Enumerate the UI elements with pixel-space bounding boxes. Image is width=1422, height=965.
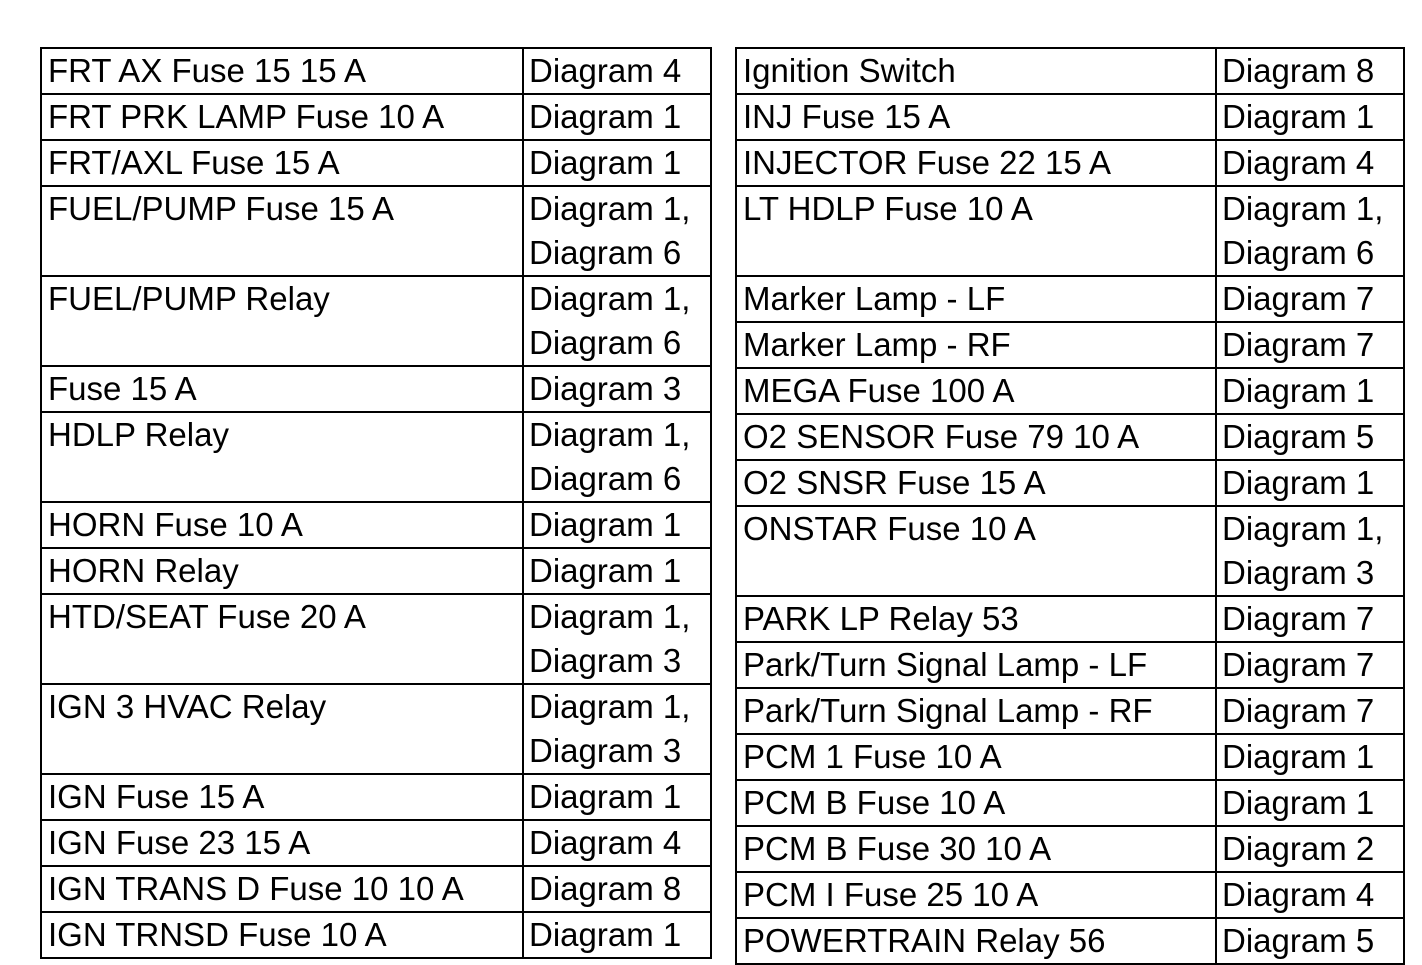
diagram-reference-cell — [1216, 780, 1404, 826]
table-row — [736, 322, 1404, 368]
table-row — [41, 366, 711, 412]
diagram-reference: Diagram 1, — [1222, 510, 1384, 547]
table-row — [736, 780, 1404, 826]
diagram-reference-cell — [1216, 322, 1404, 368]
diagram-reference: Diagram 3 — [529, 642, 682, 679]
diagram-reference: Diagram 6 — [529, 324, 682, 361]
component-name-cell: PCM I Fuse 25 10 A — [736, 872, 1216, 918]
table-row — [736, 734, 1404, 780]
diagram-reference: Diagram 5 — [1222, 418, 1375, 455]
diagram-reference: Diagram 1 — [1222, 464, 1375, 501]
diagram-reference: Diagram 3 — [529, 732, 682, 769]
component-name-cell: Ignition Switch — [736, 48, 1216, 94]
diagram-reference: Diagram 4 — [1222, 876, 1375, 913]
component-name-cell: ONSTAR Fuse 10 A — [736, 506, 1216, 596]
table-row — [736, 48, 1404, 94]
diagram-reference-cell — [1216, 642, 1404, 688]
diagram-reference: Diagram 6 — [529, 234, 682, 271]
diagram-reference-cell — [523, 594, 711, 684]
component-name-cell: INJECTOR Fuse 22 15 A — [736, 140, 1216, 186]
diagram-reference-cell — [1216, 596, 1404, 642]
table-row — [736, 596, 1404, 642]
diagram-reference-cell — [1216, 140, 1404, 186]
left-index-table — [40, 47, 712, 959]
diagram-reference: Diagram 1, — [529, 190, 691, 227]
table-row — [41, 94, 711, 140]
diagram-reference-cell — [1216, 94, 1404, 140]
diagram-reference: Diagram 1 — [1222, 784, 1375, 821]
table-row — [41, 276, 711, 366]
table-row — [736, 506, 1404, 596]
component-name-cell: PCM B Fuse 30 10 A — [736, 826, 1216, 872]
diagram-reference: Diagram 1 — [1222, 372, 1375, 409]
diagram-reference: Diagram 1 — [529, 552, 682, 589]
diagram-reference-cell — [523, 866, 711, 912]
table-row — [41, 774, 711, 820]
table-row — [736, 186, 1404, 276]
table-row — [41, 186, 711, 276]
diagram-reference-cell — [523, 912, 711, 958]
diagram-reference: Diagram 4 — [1222, 144, 1375, 181]
diagram-reference-cell — [1216, 48, 1404, 94]
left-index-body — [41, 48, 711, 958]
table-row — [41, 140, 711, 186]
table-row — [736, 688, 1404, 734]
component-name-cell: O2 SNSR Fuse 15 A — [736, 460, 1216, 506]
diagram-reference: Diagram 7 — [1222, 326, 1375, 363]
component-name-cell: Marker Lamp - LF — [736, 276, 1216, 322]
table-row — [41, 866, 711, 912]
diagram-reference-cell — [1216, 276, 1404, 322]
diagram-reference-cell — [1216, 826, 1404, 872]
diagram-reference-cell — [523, 94, 711, 140]
component-name-cell: PARK LP Relay 53 — [736, 596, 1216, 642]
diagram-reference: Diagram 6 — [1222, 234, 1375, 271]
component-name-cell: Park/Turn Signal Lamp - LF — [736, 642, 1216, 688]
diagram-reference: Diagram 3 — [529, 370, 682, 407]
component-name-cell: HORN Fuse 10 A — [41, 502, 523, 548]
diagram-reference: Diagram 1 — [1222, 738, 1375, 775]
diagram-reference-cell — [523, 48, 711, 94]
diagram-reference-cell — [1216, 186, 1404, 276]
table-row — [41, 820, 711, 866]
diagram-reference-cell — [1216, 872, 1404, 918]
diagram-reference: Diagram 8 — [529, 870, 682, 907]
diagram-reference-cell — [523, 412, 711, 502]
diagram-reference: Diagram 7 — [1222, 692, 1375, 729]
table-row — [736, 642, 1404, 688]
component-name-cell: O2 SENSOR Fuse 79 10 A — [736, 414, 1216, 460]
diagram-reference: Diagram 5 — [1222, 922, 1375, 959]
diagram-reference-cell — [523, 820, 711, 866]
component-name-cell: IGN TRNSD Fuse 10 A — [41, 912, 523, 958]
table-row — [41, 684, 711, 774]
table-row — [736, 276, 1404, 322]
component-name-cell: IGN Fuse 15 A — [41, 774, 523, 820]
component-name-cell: POWERTRAIN Relay 56 — [736, 918, 1216, 964]
diagram-reference: Diagram 1 — [1222, 98, 1375, 135]
component-name-cell: IGN Fuse 23 15 A — [41, 820, 523, 866]
right-index-table — [735, 47, 1405, 965]
diagram-reference-cell — [523, 186, 711, 276]
component-name-cell: FUEL/PUMP Relay — [41, 276, 523, 366]
diagram-reference: Diagram 1, — [529, 688, 691, 725]
component-name-cell: IGN 3 HVAC Relay — [41, 684, 523, 774]
diagram-reference-cell — [523, 774, 711, 820]
diagram-reference: Diagram 1 — [529, 98, 682, 135]
right-index-body — [736, 48, 1404, 964]
component-name-cell: FRT AX Fuse 15 15 A — [41, 48, 523, 94]
diagram-reference-cell — [523, 502, 711, 548]
diagram-reference: Diagram 1, — [529, 416, 691, 453]
diagram-reference-cell — [523, 140, 711, 186]
table-row — [736, 94, 1404, 140]
diagram-reference: Diagram 3 — [1222, 554, 1375, 591]
diagram-reference: Diagram 1 — [529, 916, 682, 953]
component-name-cell: Park/Turn Signal Lamp - RF — [736, 688, 1216, 734]
diagram-reference: Diagram 8 — [1222, 52, 1375, 89]
diagram-reference: Diagram 6 — [529, 460, 682, 497]
diagram-reference-cell — [1216, 688, 1404, 734]
table-row — [41, 412, 711, 502]
table-row — [736, 460, 1404, 506]
diagram-reference-cell — [523, 276, 711, 366]
diagram-reference: Diagram 7 — [1222, 600, 1375, 637]
diagram-reference: Diagram 4 — [529, 824, 682, 861]
component-name-cell: PCM B Fuse 10 A — [736, 780, 1216, 826]
table-row — [736, 918, 1404, 964]
component-name-cell: LT HDLP Fuse 10 A — [736, 186, 1216, 276]
diagram-reference: Diagram 1 — [529, 778, 682, 815]
table-row — [736, 140, 1404, 186]
component-name-cell: FRT PRK LAMP Fuse 10 A — [41, 94, 523, 140]
component-name-cell: Marker Lamp - RF — [736, 322, 1216, 368]
component-name-cell: MEGA Fuse 100 A — [736, 368, 1216, 414]
diagram-reference: Diagram 1, — [529, 598, 691, 635]
table-row — [736, 872, 1404, 918]
diagram-reference: Diagram 2 — [1222, 830, 1375, 867]
diagram-reference: Diagram 1, — [1222, 190, 1384, 227]
diagram-reference: Diagram 7 — [1222, 646, 1375, 683]
component-name-cell: INJ Fuse 15 A — [736, 94, 1216, 140]
table-row — [41, 502, 711, 548]
component-name-cell: PCM 1 Fuse 10 A — [736, 734, 1216, 780]
component-name-cell: FRT/AXL Fuse 15 A — [41, 140, 523, 186]
diagram-reference: Diagram 1 — [529, 144, 682, 181]
diagram-reference-cell — [1216, 460, 1404, 506]
diagram-reference-cell — [523, 684, 711, 774]
diagram-reference: Diagram 7 — [1222, 280, 1375, 317]
component-name-cell: Fuse 15 A — [41, 366, 523, 412]
diagram-reference: Diagram 1, — [529, 280, 691, 317]
diagram-reference-cell — [1216, 506, 1404, 596]
table-row — [41, 912, 711, 958]
diagram-reference-cell — [1216, 734, 1404, 780]
diagram-reference: Diagram 4 — [529, 52, 682, 89]
table-row — [736, 368, 1404, 414]
component-name-cell: HDLP Relay — [41, 412, 523, 502]
diagram-reference-cell — [1216, 414, 1404, 460]
table-row — [736, 826, 1404, 872]
table-row — [41, 48, 711, 94]
component-name-cell: IGN TRANS D Fuse 10 10 A — [41, 866, 523, 912]
table-row — [41, 594, 711, 684]
diagram-reference-cell — [1216, 368, 1404, 414]
component-name-cell: HTD/SEAT Fuse 20 A — [41, 594, 523, 684]
diagram-reference-cell — [523, 548, 711, 594]
table-row — [736, 414, 1404, 460]
diagram-reference: Diagram 1 — [529, 506, 682, 543]
diagram-reference-cell — [523, 366, 711, 412]
diagram-reference-cell — [1216, 918, 1404, 964]
table-row — [41, 548, 711, 594]
component-name-cell: HORN Relay — [41, 548, 523, 594]
component-name-cell: FUEL/PUMP Fuse 15 A — [41, 186, 523, 276]
